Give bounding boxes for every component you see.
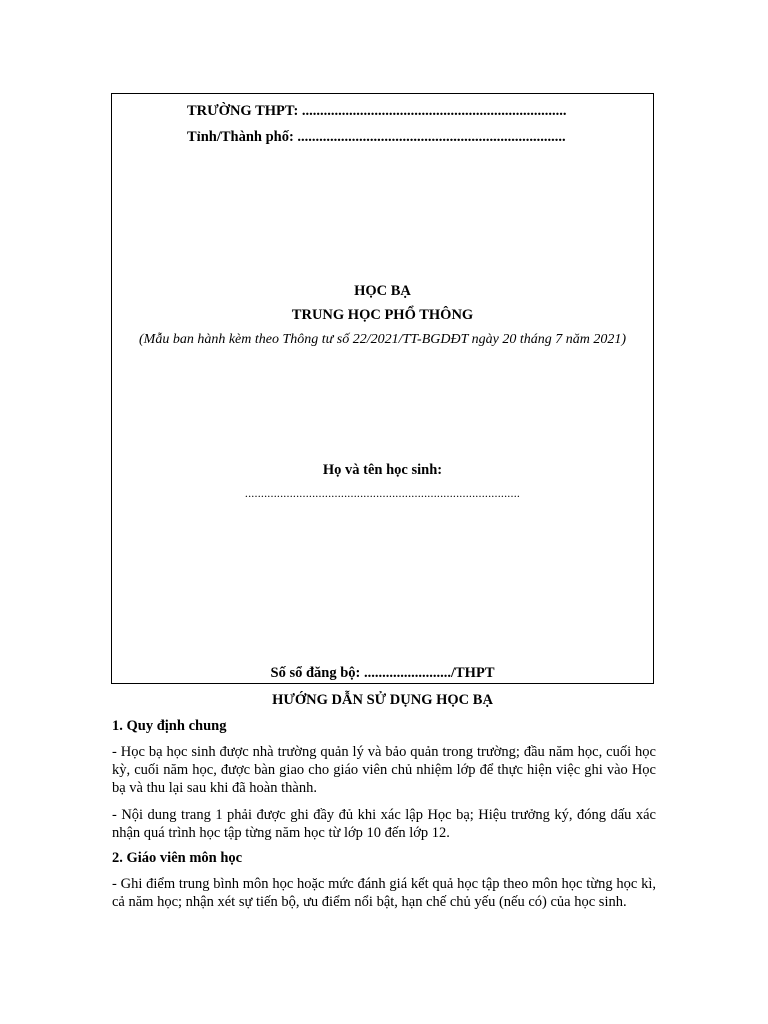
register-number-line: Số sổ đăng bộ: ......................../THPT — [270, 665, 495, 681]
record-subtitle: TRUNG HỌC PHỔ THÔNG — [291, 307, 474, 323]
paragraph-subject-teacher-1: - Ghi điểm trung bình môn học hoặc mức đánh giá kết quả học tập theo môn học từng học kì, cả năm học; nhận xét sự tiến bộ, ưu điểm nổi bật, hạn chế chủ yếu (nếu có) của học sinh. — [112, 876, 656, 910]
circular-note: (Mẫu ban hành kèm theo Thông tư số 22/2021/TT-BGDĐT ngày 20 tháng 7 năm 2021) — [139, 332, 626, 347]
guide-title: HƯỚNG DẪN SỬ DỤNG HỌC BẠ — [272, 692, 493, 708]
section-heading-subject-teacher: 2. Giáo viên môn học — [112, 850, 243, 866]
student-name-field: ...................................................................................... — [244, 486, 521, 500]
section-heading-general: 1. Quy định chung — [112, 718, 227, 734]
student-name-label: Họ và tên học sinh: — [322, 462, 443, 478]
record-title: HỌC BẠ — [354, 283, 411, 299]
province-line: Tỉnh/Thành phố: .......................................................................... — [187, 129, 566, 145]
cover-frame — [111, 93, 654, 684]
paragraph-general-2: - Nội dung trang 1 phải được ghi đầy đủ khi xác lập Học bạ; Hiệu trưởng ký, đóng dấu xác nhận quá trình học tập từng năm học từ lớp 10 đến lớp 12. — [112, 807, 656, 841]
paragraph-general-1: - Học bạ học sinh được nhà trường quản lý và bảo quản trong trường; đầu năm học, cuối học kỳ, cuối năm học, được bàn giao cho giáo viên chủ nhiệm lớp để thực hiện việc ghi vào Học bạ và thu lại sau khi đã hoàn thành. — [112, 744, 656, 796]
school-name-line: TRƯỜNG THPT: ......................................................................... — [187, 103, 567, 119]
